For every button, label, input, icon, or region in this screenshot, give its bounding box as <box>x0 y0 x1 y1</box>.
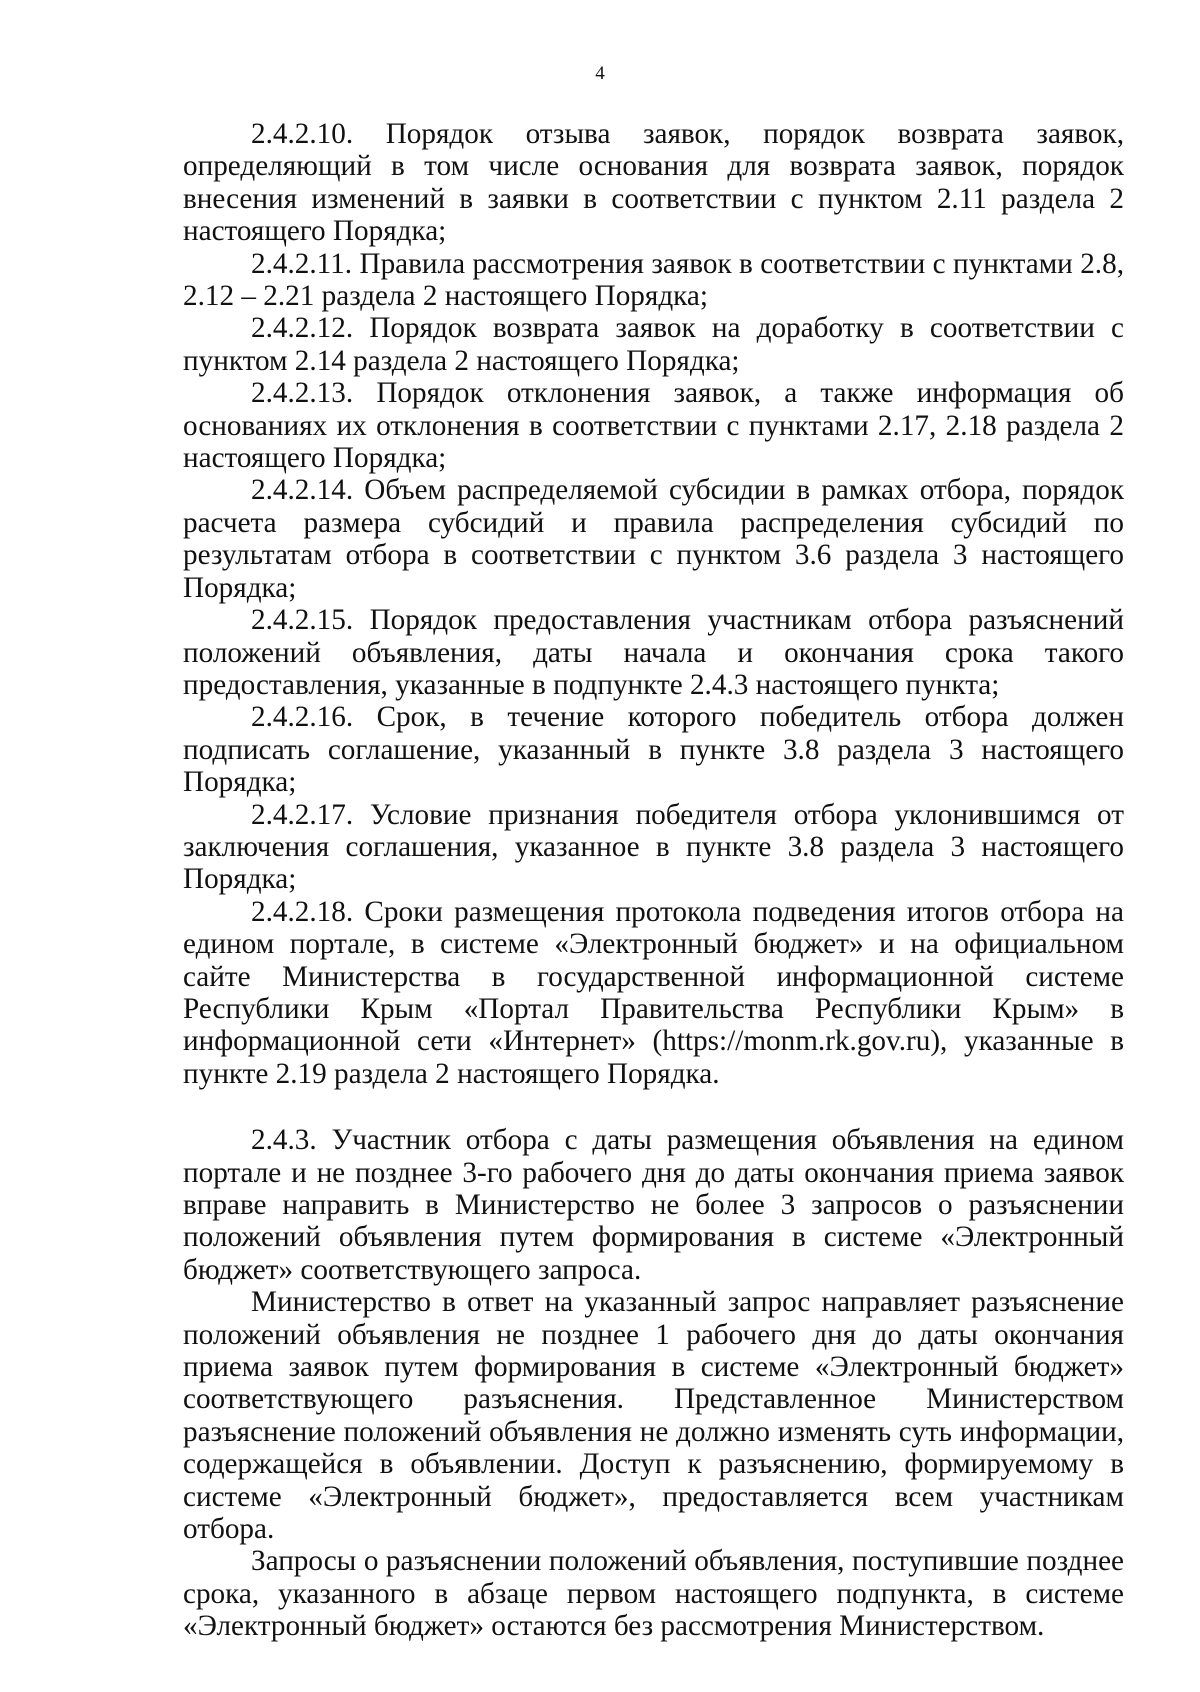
paragraph-2-4-2-18: 2.4.2.18. Сроки размещения протокола подведения итогов отбора на едином портале, в системе «Электронный бюджет» и на официальном сайте Министерства в государственной информационной системе Республики Крым «Портал Правительства Республики Крым» в информационной сети «Интернет» (https://monm.rk.gov.ru), указанные в пункте 2.19 раздела 2 настоящего Порядка. <box>183 895 1124 1090</box>
paragraph-2-4-2-14: 2.4.2.14. Объем распределяемой субсидии в рамках отбора, порядок расчета размера субсидий и правила распределения субсидий по результатам отбора в соответствии с пунктом 3.6 раздела 3 настоящего Порядка; <box>183 474 1124 604</box>
paragraph-2-4-2-17: 2.4.2.17. Условие признания победителя отбора уклонившимся от заключения соглашения, указанное в пункте 3.8 раздела 3 настоящего Порядка; <box>183 798 1124 896</box>
document-body <box>183 118 1124 1643</box>
page-number: 4 <box>595 63 605 84</box>
paragraph-late-requests: Запросы о разъяснении положений объявления, поступившие позднее срока, указанного в абзаце первом настоящего подпункта, в системе «Электронный бюджет» остаются без рассмотрения Министерством. <box>183 1545 1124 1643</box>
paragraph-2-4-2-15: 2.4.2.15. Порядок предоставления участникам отбора разъяснений положений объявления, даты начала и окончания срока такого предоставления, указанные в подпункте 2.4.3 настоящего пункта; <box>183 604 1124 701</box>
paragraph-2-4-2-13: 2.4.2.13. Порядок отклонения заявок, а также информация об основаниях их отклонения в соответствии с пунктами 2.17, 2.18 раздела 2 настоящего Порядка; <box>183 377 1124 475</box>
paragraph-2-4-2-12: 2.4.2.12. Порядок возврата заявок на доработку в соответствии с пунктом 2.14 раздела 2 настоящего Порядка; <box>183 312 1124 377</box>
paragraph-2-4-2-11: 2.4.2.11. Правила рассмотрения заявок в соответствии с пунктами 2.8, 2.12 – 2.21 раздела 2 настоящего Порядка; <box>183 247 1124 313</box>
paragraph-2-4-3: 2.4.3. Участник отбора с даты размещения объявления на едином портале и не позднее 3-го рабочего дня до даты окончания приема заявок вправе направить в Министерство не более 3 запросов о разъяснении положений объявления путем формирования в системе «Электронный бюджет» соответствующего запроса. <box>183 1124 1124 1286</box>
paragraph-2-4-2-16: 2.4.2.16. Срок, в течение которого победитель отбора должен подписать соглашение, указанный в пункте 3.8 раздела 3 настоящего Порядка; <box>183 701 1124 799</box>
paragraph-ministry-response: Министерство в ответ на указанный запрос направляет разъяснение положений объявления не позднее 1 рабочего дня до даты окончания приема заявок путем формирования в системе «Электронный бюджет» соответствующего разъяснения. Представленное Министерством разъяснение положений объявления не должно изменять суть информации, содержащейся в объявлении. Доступ к разъяснению, формируемому в системе «Электронный бюджет», предоставляется всем участникам отбора. <box>183 1286 1124 1546</box>
paragraph-2-4-2-10: 2.4.2.10. Порядок отзыва заявок, порядок возврата заявок, определяющий в том числе основания для возврата заявок, порядок внесения изменений в заявки в соответствии с пунктом 2.11 раздела 2 настоящего Порядка; <box>183 118 1124 248</box>
section-spacer <box>183 1090 1124 1124</box>
